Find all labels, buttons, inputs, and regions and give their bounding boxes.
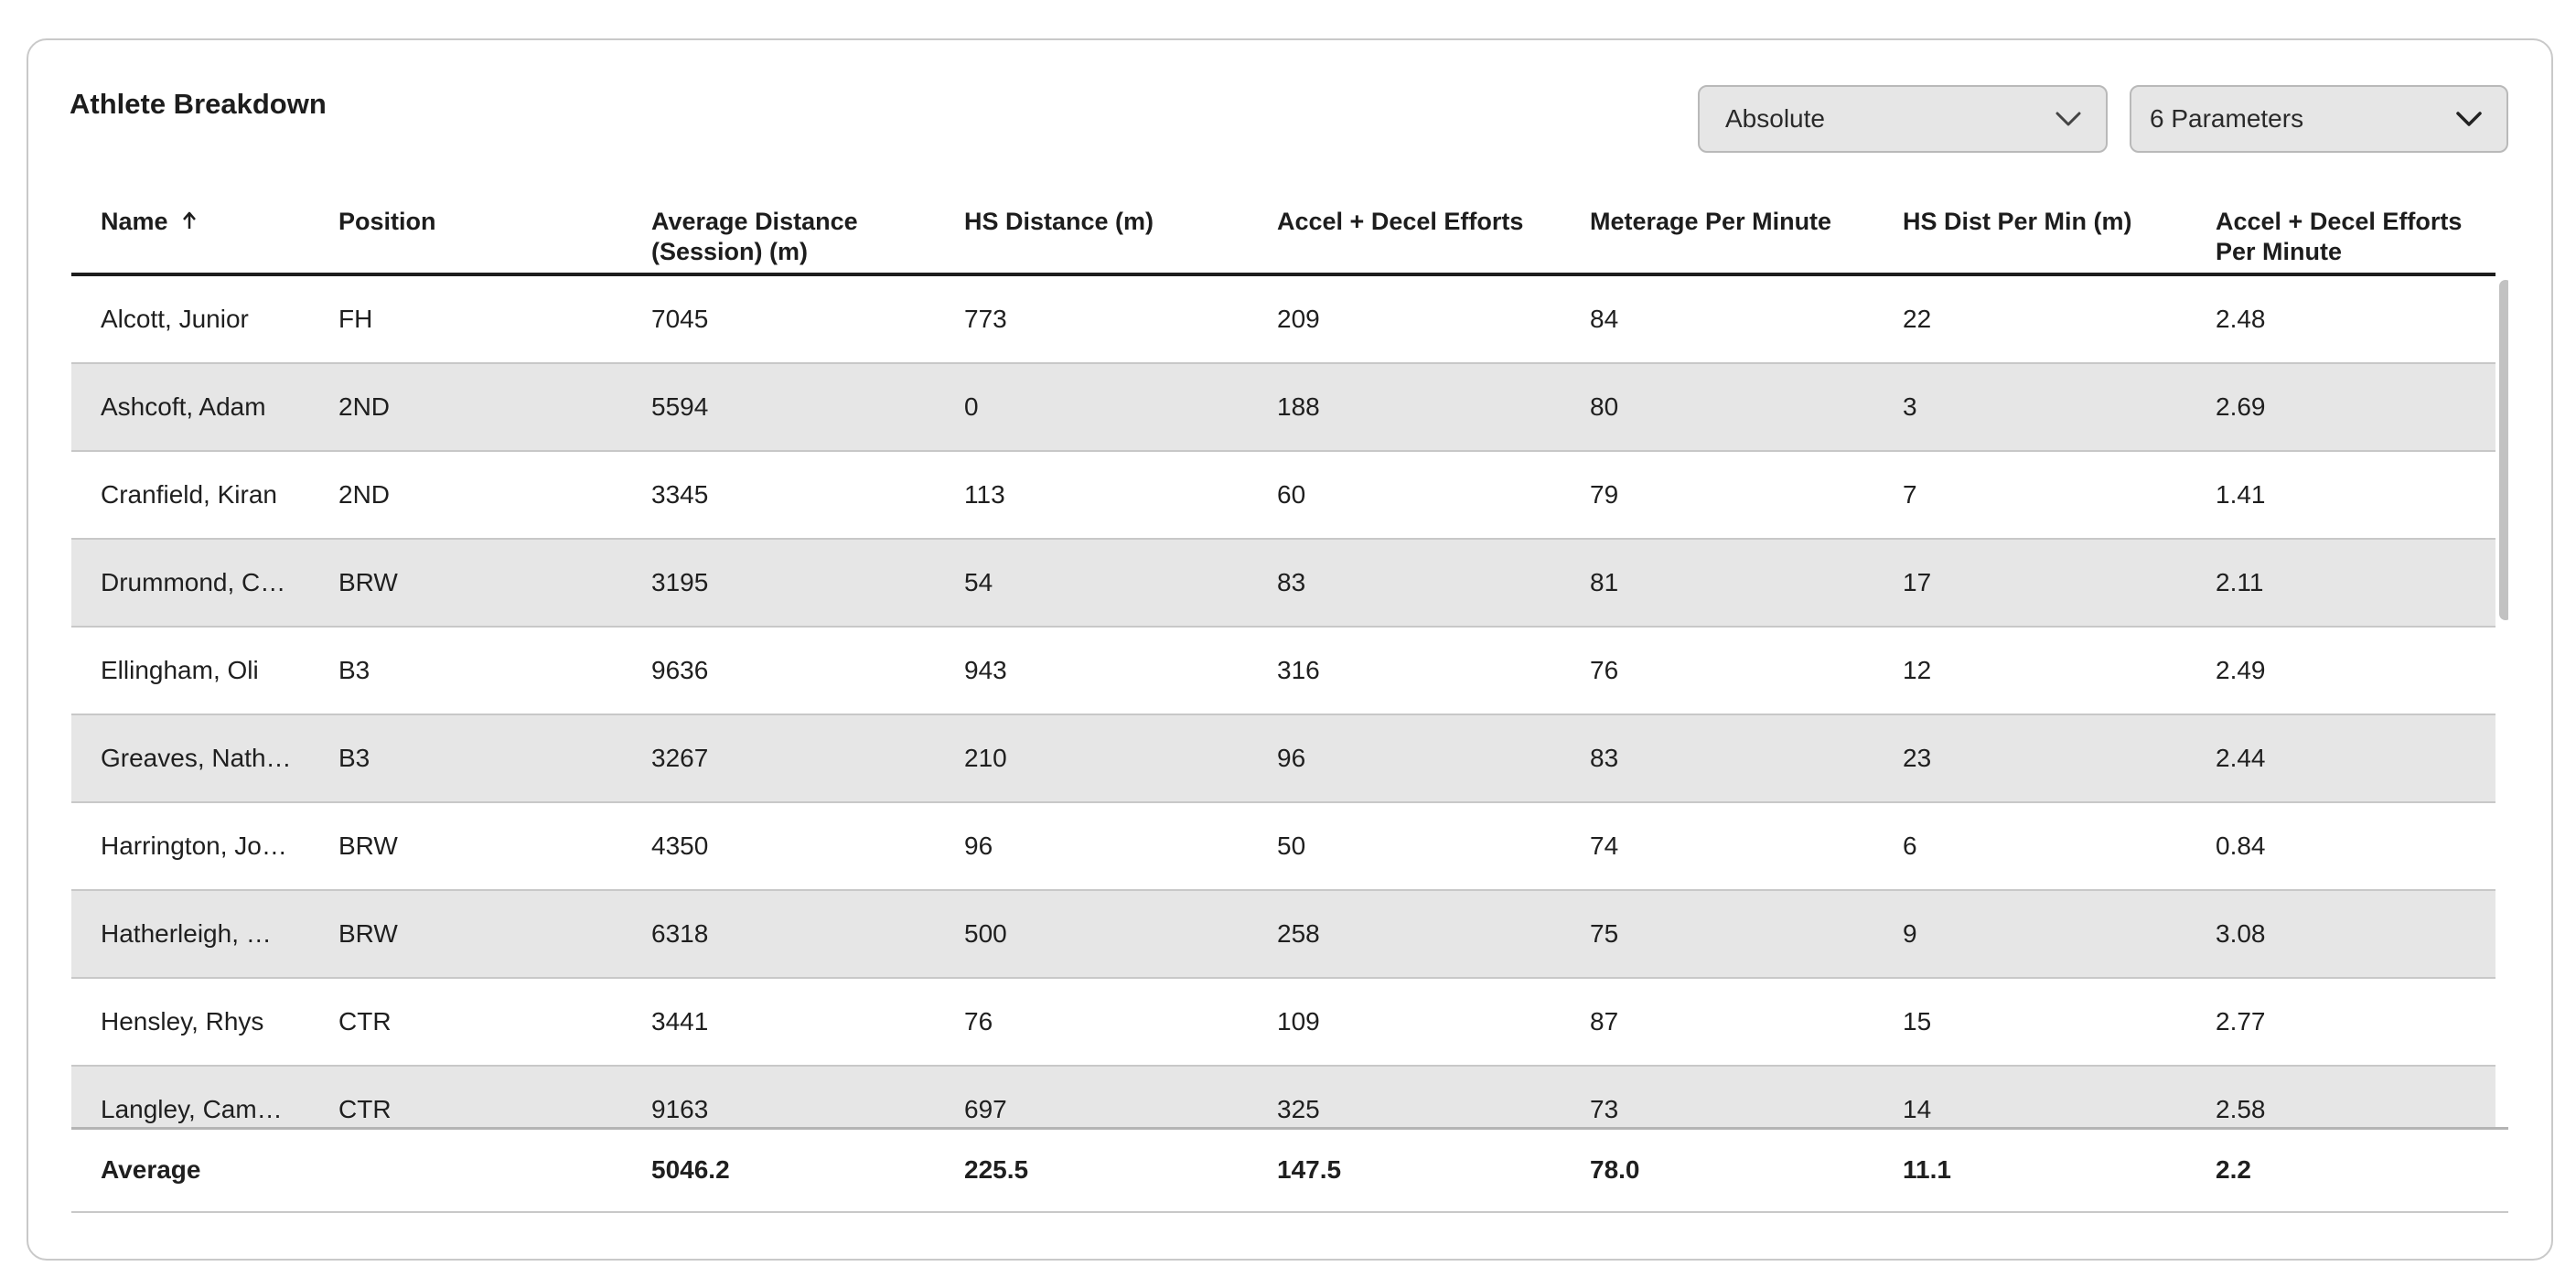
cell-position: BRW bbox=[338, 568, 398, 596]
cell-position: BRW bbox=[338, 832, 398, 860]
cell-name: Alcott, Junior bbox=[101, 305, 249, 333]
parameters-dropdown[interactable] bbox=[2130, 85, 2508, 153]
sort-ascending-icon[interactable] bbox=[181, 208, 198, 238]
cell-hs-distance: 500 bbox=[964, 919, 1007, 948]
cell-hs-distance: 113 bbox=[964, 480, 1005, 509]
scrollbar-thumb[interactable] bbox=[2499, 280, 2508, 620]
column-header-label: Accel + Decel Efforts bbox=[1277, 208, 1524, 235]
cell-name: Greaves, Nath… bbox=[101, 744, 292, 772]
chevron-down-icon bbox=[2455, 111, 2483, 127]
column-header-label: Per Minute bbox=[2216, 238, 2343, 265]
table-scrollbar[interactable] bbox=[2499, 276, 2508, 1127]
cell-accel-decel-efforts-per-minute: 3.08 bbox=[2216, 919, 2266, 948]
column-header-label: Position bbox=[338, 208, 436, 235]
footer-cell-hs-dist-per-min: 11.1 bbox=[1903, 1155, 1951, 1184]
column-header-label: Meterage Per Minute bbox=[1590, 208, 1832, 235]
cell-meterage-per-minute: 79 bbox=[1590, 480, 1619, 509]
cell-accel-decel-efforts-per-minute: 0.84 bbox=[2216, 832, 2266, 860]
cell-accel-decel-efforts: 96 bbox=[1277, 744, 1306, 772]
column-header-hs-dist-per-min[interactable] bbox=[1903, 207, 2195, 237]
column-header-label: HS Distance (m) bbox=[964, 208, 1154, 235]
column-header-meterage-per-minute[interactable] bbox=[1590, 207, 1883, 237]
card-title: Athlete Breakdown bbox=[70, 88, 327, 120]
cell-name: Hensley, Rhys bbox=[101, 1007, 264, 1036]
cell-hs-distance: 0 bbox=[964, 392, 979, 421]
table-row[interactable] bbox=[71, 452, 2496, 540]
cell-name: Hatherleigh, … bbox=[101, 919, 272, 948]
cell-accel-decel-efforts: 316 bbox=[1277, 656, 1320, 684]
cell-hs-dist-per-min: 9 bbox=[1903, 919, 1917, 948]
cell-hs-dist-per-min: 7 bbox=[1903, 480, 1917, 509]
cell-hs-distance: 943 bbox=[964, 656, 1007, 684]
column-header-label: Name bbox=[101, 208, 168, 235]
cell-meterage-per-minute: 76 bbox=[1590, 656, 1619, 684]
cell-meterage-per-minute: 80 bbox=[1590, 392, 1619, 421]
cell-accel-decel-efforts-per-minute: 2.58 bbox=[2216, 1095, 2266, 1123]
table-footer-average-row bbox=[71, 1127, 2508, 1213]
column-header-label: Average Distance bbox=[651, 208, 858, 235]
cell-position: B3 bbox=[338, 744, 370, 772]
table-row[interactable] bbox=[71, 628, 2496, 715]
column-header-average-distance[interactable] bbox=[651, 207, 926, 267]
cell-accel-decel-efforts-per-minute: 2.48 bbox=[2216, 305, 2266, 333]
cell-accel-decel-efforts: 83 bbox=[1277, 568, 1306, 596]
cell-position: BRW bbox=[338, 919, 398, 948]
mode-dropdown[interactable] bbox=[1698, 85, 2108, 153]
cell-average-distance: 3195 bbox=[651, 568, 709, 596]
cell-name: Harrington, Jo… bbox=[101, 832, 287, 860]
cell-name: Drummond, C… bbox=[101, 568, 286, 596]
column-header-accel-decel-efforts[interactable] bbox=[1277, 207, 1570, 237]
cell-position: FH bbox=[338, 305, 373, 333]
cell-hs-distance: 54 bbox=[964, 568, 993, 596]
cell-average-distance: 3267 bbox=[651, 744, 709, 772]
table-row[interactable] bbox=[71, 540, 2496, 628]
cell-average-distance: 7045 bbox=[651, 305, 709, 333]
cell-name: Ashcoft, Adam bbox=[101, 392, 266, 421]
cell-hs-dist-per-min: 3 bbox=[1903, 392, 1917, 421]
table-row[interactable] bbox=[71, 891, 2496, 979]
chevron-down-icon bbox=[2055, 111, 2082, 127]
cell-hs-dist-per-min: 22 bbox=[1903, 305, 1932, 333]
cell-hs-dist-per-min: 15 bbox=[1903, 1007, 1932, 1036]
column-header-label: (Session) (m) bbox=[651, 238, 809, 265]
cell-accel-decel-efforts-per-minute: 2.77 bbox=[2216, 1007, 2266, 1036]
footer-cell-meterage-per-minute: 78.0 bbox=[1590, 1155, 1640, 1184]
table-row[interactable] bbox=[71, 364, 2496, 452]
cell-average-distance: 3345 bbox=[651, 480, 709, 509]
cell-hs-distance: 210 bbox=[964, 744, 1007, 772]
cell-accel-decel-efforts: 109 bbox=[1277, 1007, 1320, 1036]
footer-cell-accel-decel-efforts: 147.5 bbox=[1277, 1155, 1342, 1184]
cell-hs-distance: 76 bbox=[964, 1007, 993, 1036]
cell-accel-decel-efforts: 50 bbox=[1277, 832, 1306, 860]
cell-accel-decel-efforts-per-minute: 2.49 bbox=[2216, 656, 2266, 684]
footer-cell-average-distance: 5046.2 bbox=[651, 1155, 730, 1184]
cell-accel-decel-efforts: 258 bbox=[1277, 919, 1320, 948]
cell-accel-decel-efforts: 325 bbox=[1277, 1095, 1320, 1123]
cell-hs-dist-per-min: 14 bbox=[1903, 1095, 1932, 1123]
parameters-dropdown-value: 6 Parameters bbox=[2150, 104, 2304, 133]
cell-name: Ellingham, Oli bbox=[101, 656, 259, 684]
column-header-label: HS Dist Per Min (m) bbox=[1903, 208, 2132, 235]
cell-name: Cranfield, Kiran bbox=[101, 480, 277, 509]
cell-position: B3 bbox=[338, 656, 370, 684]
cell-accel-decel-efforts-per-minute: 2.44 bbox=[2216, 744, 2266, 772]
footer-cell-position bbox=[338, 1130, 613, 1210]
cell-hs-dist-per-min: 17 bbox=[1903, 568, 1932, 596]
cell-name: Langley, Cam… bbox=[101, 1095, 283, 1123]
cell-meterage-per-minute: 83 bbox=[1590, 744, 1619, 772]
cell-accel-decel-efforts: 188 bbox=[1277, 392, 1320, 421]
footer-cell-hs-distance: 225.5 bbox=[964, 1155, 1029, 1184]
cell-meterage-per-minute: 75 bbox=[1590, 919, 1619, 948]
table-header bbox=[71, 192, 2496, 276]
cell-position: CTR bbox=[338, 1095, 392, 1123]
cell-average-distance: 6318 bbox=[651, 919, 709, 948]
cell-average-distance: 5594 bbox=[651, 392, 709, 421]
footer-cell-name: Average bbox=[101, 1155, 201, 1184]
cell-meterage-per-minute: 87 bbox=[1590, 1007, 1619, 1036]
mode-dropdown-value: Absolute bbox=[1725, 104, 1825, 133]
cell-accel-decel-efforts: 209 bbox=[1277, 305, 1320, 333]
column-header-position[interactable] bbox=[338, 207, 613, 237]
cell-average-distance: 9636 bbox=[651, 656, 709, 684]
cell-hs-distance: 96 bbox=[964, 832, 993, 860]
cell-meterage-per-minute: 84 bbox=[1590, 305, 1619, 333]
cell-meterage-per-minute: 81 bbox=[1590, 568, 1619, 596]
cell-hs-dist-per-min: 23 bbox=[1903, 744, 1932, 772]
cell-meterage-per-minute: 73 bbox=[1590, 1095, 1619, 1123]
cell-hs-distance: 697 bbox=[964, 1095, 1007, 1123]
table-row[interactable] bbox=[71, 276, 2496, 364]
table-row[interactable] bbox=[71, 803, 2496, 891]
column-header-label: Accel + Decel Efforts bbox=[2216, 208, 2463, 235]
table-row[interactable] bbox=[71, 715, 2496, 803]
column-header-hs-distance[interactable] bbox=[964, 207, 1239, 237]
cell-hs-distance: 773 bbox=[964, 305, 1007, 333]
cell-hs-dist-per-min: 12 bbox=[1903, 656, 1932, 684]
cell-average-distance: 9163 bbox=[651, 1095, 709, 1123]
cell-accel-decel-efforts-per-minute: 2.69 bbox=[2216, 392, 2266, 421]
table-row[interactable] bbox=[71, 979, 2496, 1067]
cell-position: CTR bbox=[338, 1007, 392, 1036]
table-row[interactable] bbox=[71, 1067, 2496, 1127]
cell-average-distance: 4350 bbox=[651, 832, 709, 860]
cell-meterage-per-minute: 74 bbox=[1590, 832, 1619, 860]
cell-average-distance: 3441 bbox=[651, 1007, 709, 1036]
cell-position: 2ND bbox=[338, 480, 391, 509]
column-header-accel-decel-efforts-per-minute[interactable] bbox=[2216, 207, 2490, 267]
cell-hs-dist-per-min: 6 bbox=[1903, 832, 1917, 860]
footer-cell-accel-decel-efforts-per-minute: 2.2 bbox=[2216, 1155, 2251, 1184]
cell-accel-decel-efforts-per-minute: 2.11 bbox=[2216, 568, 2264, 596]
table-body[interactable] bbox=[71, 276, 2508, 1127]
cell-accel-decel-efforts-per-minute: 1.41 bbox=[2216, 480, 2266, 509]
cell-accel-decel-efforts: 60 bbox=[1277, 480, 1306, 509]
column-header-name[interactable] bbox=[101, 207, 311, 238]
cell-position: 2ND bbox=[338, 392, 391, 421]
